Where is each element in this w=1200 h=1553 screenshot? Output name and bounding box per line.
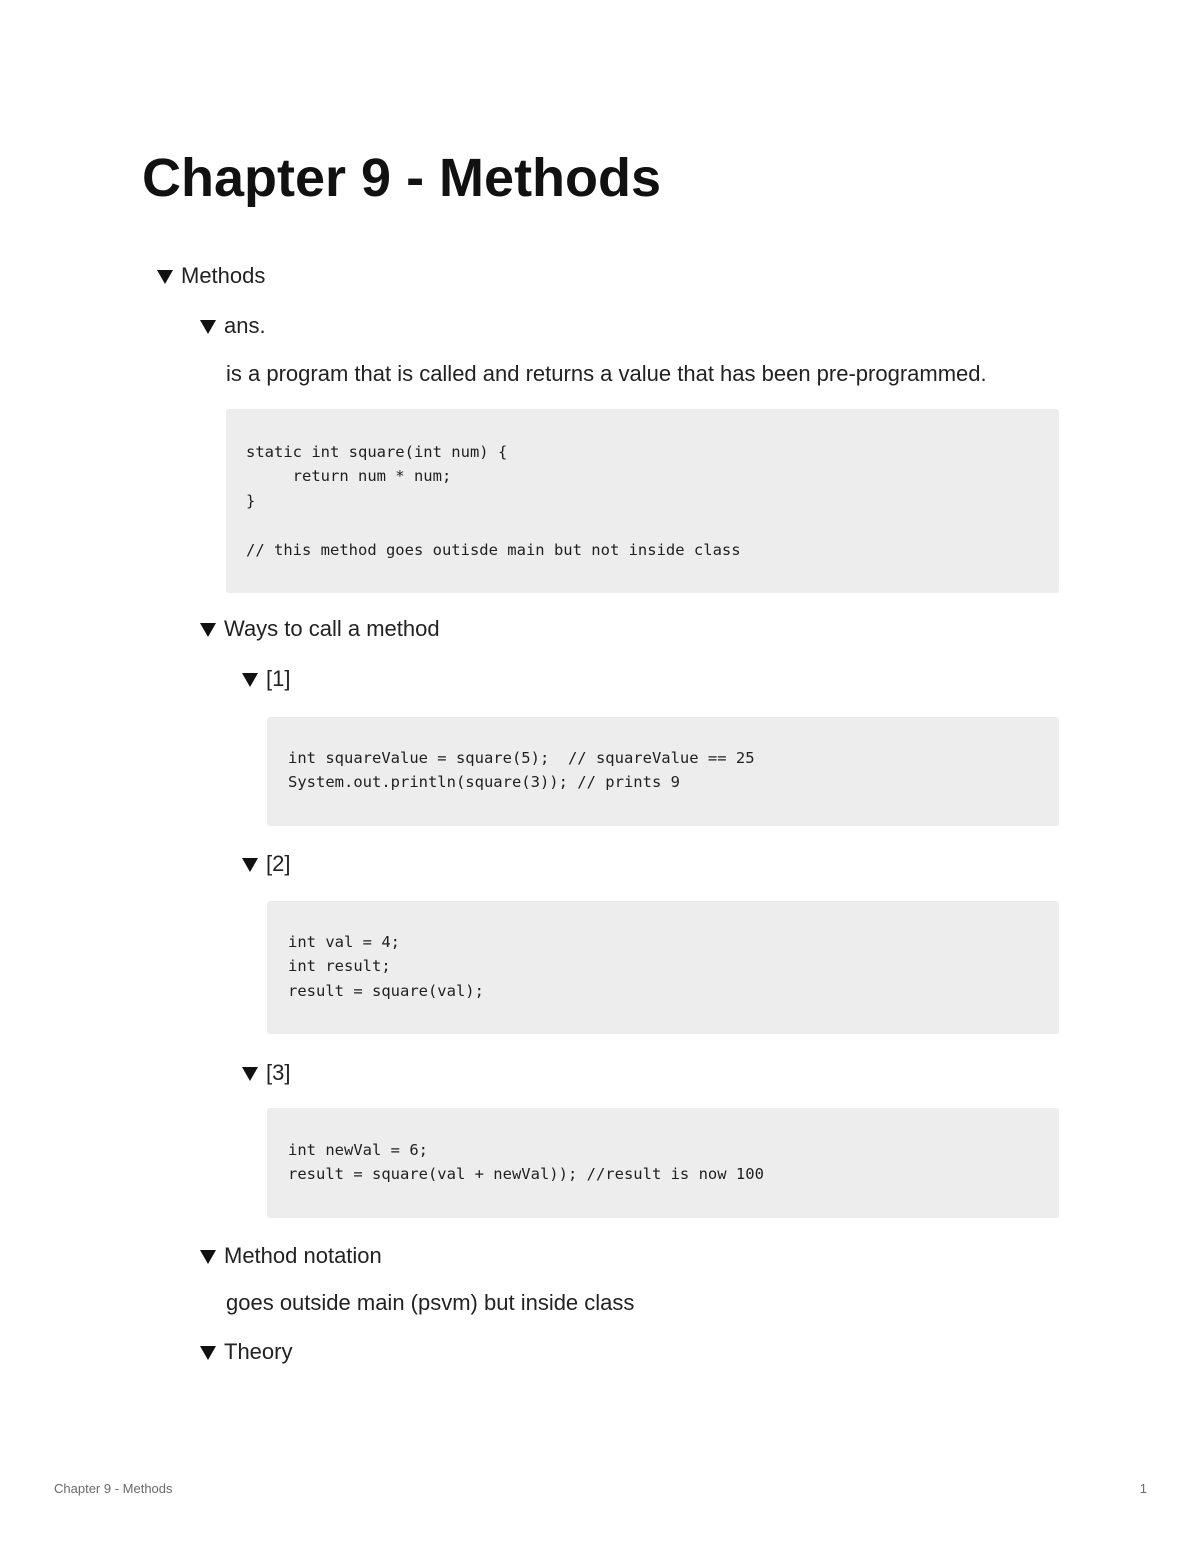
code-call-1: int squareValue = square(5); // squareValue == 25 System.out.println(square(3)); // prints 9 <box>288 749 755 792</box>
footer-document-title: Chapter 9 - Methods <box>54 1481 173 1496</box>
toggle-call-2[interactable] <box>242 849 290 879</box>
code-block-call-2 <box>267 901 1059 1034</box>
toggle-theory[interactable] <box>200 1337 292 1367</box>
toggle-methods[interactable] <box>157 261 265 291</box>
toggle-method-notation-label: Method notation <box>224 1243 382 1268</box>
code-block-call-3 <box>267 1108 1059 1218</box>
toggle-ways-to-call-label: Ways to call a method <box>224 616 440 641</box>
notation-description: goes outside main (psvm) but inside class <box>226 1290 635 1315</box>
triangle-down-icon <box>157 270 173 284</box>
triangle-down-icon <box>242 673 258 687</box>
toggle-call-3-label: [3] <box>266 1060 291 1085</box>
toggle-ans-label: ans. <box>224 313 266 338</box>
toggle-theory-label: Theory <box>224 1339 293 1364</box>
toggle-ans[interactable] <box>200 311 266 341</box>
triangle-down-icon <box>200 1250 216 1264</box>
toggle-call-3[interactable] <box>242 1058 290 1088</box>
code-block-square-method <box>226 409 1059 593</box>
triangle-down-icon <box>200 623 216 637</box>
toggle-ways-to-call[interactable] <box>200 614 440 644</box>
code-call-2: int val = 4; int result; result = square(val); <box>288 933 484 1000</box>
code-call-3: int newVal = 6; result = square(val + newVal)); //result is now 100 <box>288 1141 764 1184</box>
ans-definition: is a program that is called and returns a value that has been pre-programmed. <box>226 361 987 386</box>
triangle-down-icon <box>242 858 258 872</box>
page-title: Chapter 9 - Methods <box>142 148 662 208</box>
triangle-down-icon <box>200 1346 216 1360</box>
toggle-call-2-label: [2] <box>266 851 291 876</box>
toggle-method-notation[interactable] <box>200 1241 382 1271</box>
toggle-call-1-label: [1] <box>266 666 291 691</box>
triangle-down-icon <box>200 320 216 334</box>
toggle-methods-label: Methods <box>181 263 266 288</box>
footer-page-number: 1 <box>1139 1481 1147 1496</box>
triangle-down-icon <box>242 1067 258 1081</box>
code-square-method: static int square(int num) { return num * num; } // this method goes outisde main but not inside class <box>246 443 741 559</box>
code-block-call-1 <box>267 717 1059 826</box>
toggle-call-1[interactable] <box>242 664 290 694</box>
